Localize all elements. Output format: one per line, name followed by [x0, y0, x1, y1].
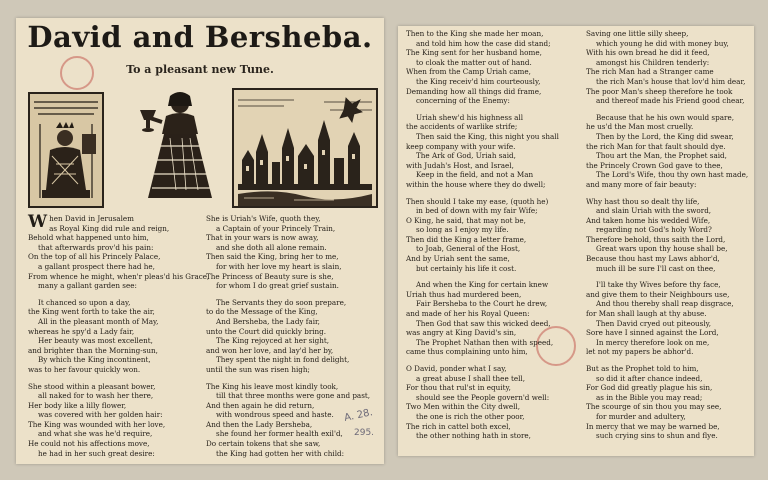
verse-line: And then again he did return, [206, 400, 315, 410]
verse-line: Therefore behold, thus saith the Lord, [586, 234, 726, 244]
verse-line: so long as I enjoy my life. [416, 225, 509, 235]
verse-line: Thou art the Man, the Prophet said, [596, 151, 727, 161]
verse-line: and many more of fair beauty: [586, 179, 697, 189]
verse-line: By which the King incontinent, [38, 355, 151, 365]
verse-line: regarding not God's holy Word? [596, 225, 712, 235]
stanza-gap [586, 273, 752, 280]
verse-line: And when the King for certain knew [416, 280, 549, 290]
ballad-title: David and Bersheba. [27, 20, 373, 54]
verse-line: He could not his affections move, [28, 439, 150, 449]
verse-line: For God did greatly plague his sin, [586, 383, 713, 393]
verse-line: From whence he might, when'r pleas'd his Grace, [28, 271, 210, 281]
stanza-gap [586, 357, 752, 364]
verse-line: and won her love, and lay'd her by, [206, 345, 334, 355]
verse-line: to do the Message of the King, [206, 307, 318, 317]
verse-line: the one is rich the other poor, [416, 411, 525, 421]
verse-line: as in the Bible you may read; [596, 392, 703, 402]
verse-line: was angry at King David's sin, [406, 328, 517, 338]
verse-line: such crying sins to shun and flye. [596, 431, 718, 441]
verse-line: The King was wounded with her love, [28, 419, 166, 429]
library-stamp-icon [60, 56, 94, 90]
verse-line: Then David cryed out piteously, [596, 318, 712, 328]
verse-line: Saving one little silly sheep, [586, 29, 689, 38]
verse-line: for with her love my heart is slain, [216, 261, 342, 271]
verse-line: Uriah thus had murdered been, [406, 289, 522, 299]
stanza-gap [28, 291, 200, 298]
verse-line: The King sent for her husband home, [406, 48, 542, 58]
verse-line: The Princess of Beauty sure is she, [206, 271, 334, 281]
verse-line: should see the People govern'd well: [416, 392, 550, 402]
verse-line: The poor Man's sheep therefore he took [586, 86, 733, 96]
verse-line: When from the Camp Uriah came, [406, 67, 531, 77]
verse-line: and give them to their Neighbours use, [586, 289, 730, 299]
verse-line: Then should I take my ease, (quoth he) [406, 196, 549, 206]
verse-line: With his own bread he did it feed, [586, 48, 710, 58]
verse-line: amongst his Children tenderly: [596, 57, 710, 67]
verse-line: Because that he his own would spare, [596, 112, 734, 122]
verse-line: and made of her his Royal Queen: [406, 309, 530, 319]
verse-line: let not my papers be abhor'd. [586, 347, 694, 357]
verse-line: For thou that rul'st in equity, [406, 383, 511, 393]
right-column-1 [406, 29, 576, 441]
woodcut-seated-king [28, 92, 104, 208]
verse-line: And Bersheba, the Lady fair, [216, 316, 320, 326]
verse-line: Then to the King she made her moan, [406, 29, 544, 38]
verse-line: the accidents of warlike strife; [406, 122, 518, 132]
verse-line: Do certain tokens that she saw, [206, 439, 321, 449]
verse-line: with Judah's Host, and Israel, [406, 160, 514, 170]
verse-line: to Joab, General of the Host, [416, 244, 521, 254]
drop-cap: W [28, 212, 48, 232]
stanza-gap [406, 190, 576, 197]
verse-line: for murder and adultery, [596, 411, 686, 421]
verse-line: and told him how the case did stand; [416, 38, 551, 48]
verse-line: Behold what happened unto him, [28, 233, 149, 243]
verse-line: so did it after chance indeed, [596, 373, 703, 383]
verse-line: In mercy that we may be warned be, [586, 421, 720, 431]
verse-lines [406, 29, 576, 441]
verse-line: a great abuse I shall thee tell, [416, 373, 526, 383]
woodcut-city-of-jerusalem [232, 88, 378, 208]
verse-line: and thereof made his Friend good chear, [596, 96, 745, 106]
verse-line: he had in her such great desire: [38, 448, 155, 458]
verse-line: The scourge of sin thou you may see, [586, 402, 722, 412]
verse-line: all naked for to wash her there, [38, 391, 154, 401]
verse-line: she found her former health exil'd, [216, 429, 343, 439]
verse-line: The Servants they do soon prepare, [216, 297, 347, 307]
verse-line: whereas he spy'd a Lady fair, [28, 326, 135, 336]
verse-line: She is Uriah's Wife, quoth they, [206, 214, 321, 223]
verse-line: Then God that saw this wicked deed, [416, 318, 551, 328]
verse-line: But as the Prophet told to him, [586, 364, 699, 373]
verse-line: in bed of down with my fair Wife; [416, 206, 538, 216]
verse-line: She stood within a pleasant bower, [28, 381, 156, 391]
verse-line: Uriah shew'd his highness all [416, 112, 524, 122]
verse-line: for whom I do great grief sustain. [216, 281, 339, 291]
verse-line: the King receiv'd him courteously, [416, 76, 541, 86]
stanza-gap [406, 357, 576, 364]
verse-line: the rich Man for that fault should dye. [586, 141, 726, 151]
verse-line: the rich Man's house that lov'd him dear, [596, 76, 746, 86]
verse-line: Because thou hast my Laws abhor'd, [586, 254, 720, 264]
verse-line: Then did the King a letter frame, [406, 234, 527, 244]
verse-line: the Princely Crown God gave to thee, [586, 160, 723, 170]
verse-line: That in your wars is now away, [206, 233, 319, 243]
verse-line: with wondrous speed and haste. [216, 410, 334, 420]
verse-line: Great wars upon thy house shall be, [596, 244, 728, 254]
stanza-gap [28, 375, 200, 382]
verse-line: a Captain of your Princely Train, [216, 223, 336, 233]
verse-line: Two Men within the City dwell, [406, 402, 520, 412]
verse-line: and slain Uriah with the sword, [596, 206, 712, 216]
verse-line: but certainly his life it cost. [416, 263, 517, 273]
verse-line: The Ark of God, Uriah said, [416, 151, 516, 161]
verse-lines [586, 29, 752, 441]
verse-line: In mercy therefore look on me, [596, 337, 710, 347]
verse-line: and she doth all alone remain. [216, 242, 327, 252]
verse-line: Then said the King, bring her to me, [206, 252, 339, 262]
stanza-gap [206, 375, 378, 382]
verse-line: that afterwards prov'd his pain: [38, 242, 154, 252]
stanza-gap [406, 106, 576, 113]
verse-line: They spent the night in fond delight, [216, 355, 350, 365]
verse-line: Demanding how all things did frame, [406, 86, 542, 96]
verse-line: And taken home his wedded Wife, [586, 215, 711, 225]
verse-line: And then the Lady Bersheba, [206, 419, 313, 429]
verse-line: Fair Bersheba to the Court he drew, [416, 299, 548, 309]
verse-lines [28, 214, 210, 458]
right-sheet [398, 26, 754, 456]
verse-line: much ill be sure I'll cast on thee, [596, 263, 716, 273]
verse-line: to cloak the matter out of hand. [416, 57, 532, 67]
verse-line: hen David in Jerusalem [49, 214, 134, 223]
verse-line: Her beauty was most excellent, [38, 336, 153, 346]
verse-line: the King had gotten her with child: [216, 448, 345, 458]
right-column-2 [586, 29, 752, 441]
verse-line: Then said the King, this night you shall [416, 131, 559, 141]
ballad-subtitle: To a pleasant new Tune. [126, 63, 274, 76]
verse-line: Why hast thou so dealt thy life, [586, 196, 700, 206]
verse-line: keep company with your wife. [406, 141, 516, 151]
stanza-gap [586, 190, 752, 197]
stanza-gap [406, 273, 576, 280]
left-sheet [16, 18, 384, 464]
verse-line: The rich in cattel both excel, [406, 421, 511, 431]
verse-line: The Prophet Nathan then with speed, [416, 337, 554, 347]
verse-line: within the house where they do dwell; [406, 179, 546, 189]
verse-line: Her body like a lilly flower, [28, 400, 127, 410]
verse-line: came thus complaining unto him, [406, 347, 528, 357]
verse-line: a gallant prospect there had he, [38, 261, 155, 271]
verse-line: The Lord's Wife, thou thy own hast made, [596, 170, 749, 180]
verse-line: many a gallant garden see: [38, 281, 137, 291]
verse-line: And thou thereby shall reap disgrace, [596, 299, 734, 309]
verse-line: for Man shall laugh at thy abuse. [586, 309, 707, 319]
verse-line: Then by the Lord, the King did swear, [596, 131, 734, 141]
woodcut-lady-with-cup [126, 90, 224, 204]
verse-line: O David, ponder what I say, [406, 364, 507, 373]
verse-line: O King, he said, that may not be, [406, 215, 526, 225]
verse-line: unto the Court did quickly bring. [206, 326, 327, 336]
verse-line: The King his leave most kindly took, [206, 381, 339, 391]
verse-line: And by Uriah sent the same, [406, 254, 510, 264]
verse-line: It chanced so upon a day, [38, 297, 131, 307]
verse-line: was to her favour quickly won. [28, 364, 141, 374]
verse-line: he us'd the Man most cruelly. [586, 122, 694, 132]
verse-line: was covered with her golden hair: [38, 410, 163, 420]
shelfmark: A. 28. [343, 407, 374, 424]
verse-line: and brighter than the Morning-sun, [28, 345, 158, 355]
verse-line: Keep in the field, and not a Man [416, 170, 534, 180]
verse-line: I'll take thy Wives before thy face, [596, 280, 721, 290]
verse-line: until the sun was risen high; [206, 364, 310, 374]
left-column-1 [28, 212, 210, 458]
stanza-gap [206, 291, 378, 298]
verse-line: as Royal King did rule and reign, [49, 223, 170, 233]
verse-line: concerning of the Enemy: [416, 96, 510, 106]
verse-line: On the top of all his Princely Palace, [28, 252, 161, 262]
stanza-gap [586, 106, 752, 113]
verse-line: All in the pleasant month of May, [38, 316, 159, 326]
verse-line: the King went forth to take the air, [28, 307, 155, 317]
verse-line: The King rejoyced at her sight, [216, 336, 330, 346]
verse-line: which young he did with money buy, [596, 38, 729, 48]
verse-line: The rich Man had a Stranger came [586, 67, 714, 77]
verse-line: till that three months were gone and past, [216, 391, 371, 401]
verse-line: the other nothing hath in store, [416, 431, 531, 441]
shelfmark-number: 295. [354, 428, 375, 438]
verse-line: Sore have I sinned against the Lord, [586, 328, 719, 338]
verse-line: and what she was he'd require, [38, 429, 153, 439]
